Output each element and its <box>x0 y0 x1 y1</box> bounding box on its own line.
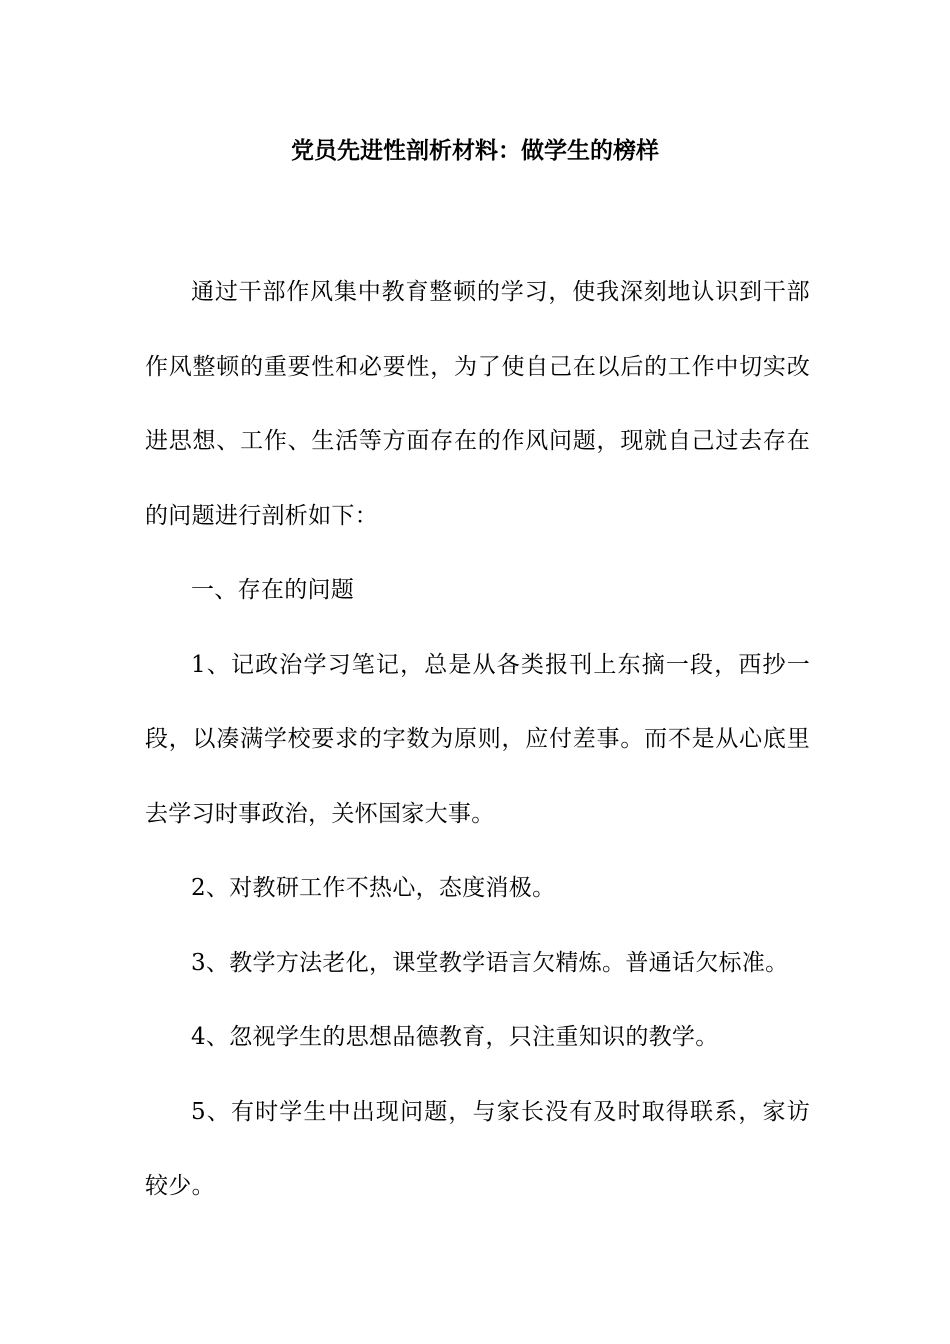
problem-item-5: 5、有时学生中出现问题，与家长没有及时取得联系，家访较少。 <box>145 1098 810 1199</box>
paragraph-intro: 通过干部作风集中教育整顿的学习，使我深刻地认识到干部作风整顿的重要性和必要性，为了使自己在以后的工作中切实改进思想、工作、生活等方面存在的作风问题，现就自己过去存在的问题进行剖析如下： <box>145 279 810 529</box>
document-body <box>145 255 810 1224</box>
problem-item-2: 2、对教研工作不热心，态度消极。 <box>191 875 556 901</box>
problem-item-4: 4、忽视学生的思想品德教育，只注重知识的教学。 <box>191 1024 719 1050</box>
section-heading-problems: 一、存在的问题 <box>191 577 355 603</box>
problem-item-3: 3、教学方法老化，课堂教学语言欠精炼。普通话欠标准。 <box>191 949 789 976</box>
problem-item-1: 1、记政治学习笔记，总是从各类报刊上东摘一段，西抄一段，以凑满学校要求的字数为原则，应付差事。而不是从心底里去学习时事政治，关怀国家大事。 <box>145 651 810 827</box>
document-title: 党员先进性剖析材料：做学生的榜样 <box>291 138 659 164</box>
